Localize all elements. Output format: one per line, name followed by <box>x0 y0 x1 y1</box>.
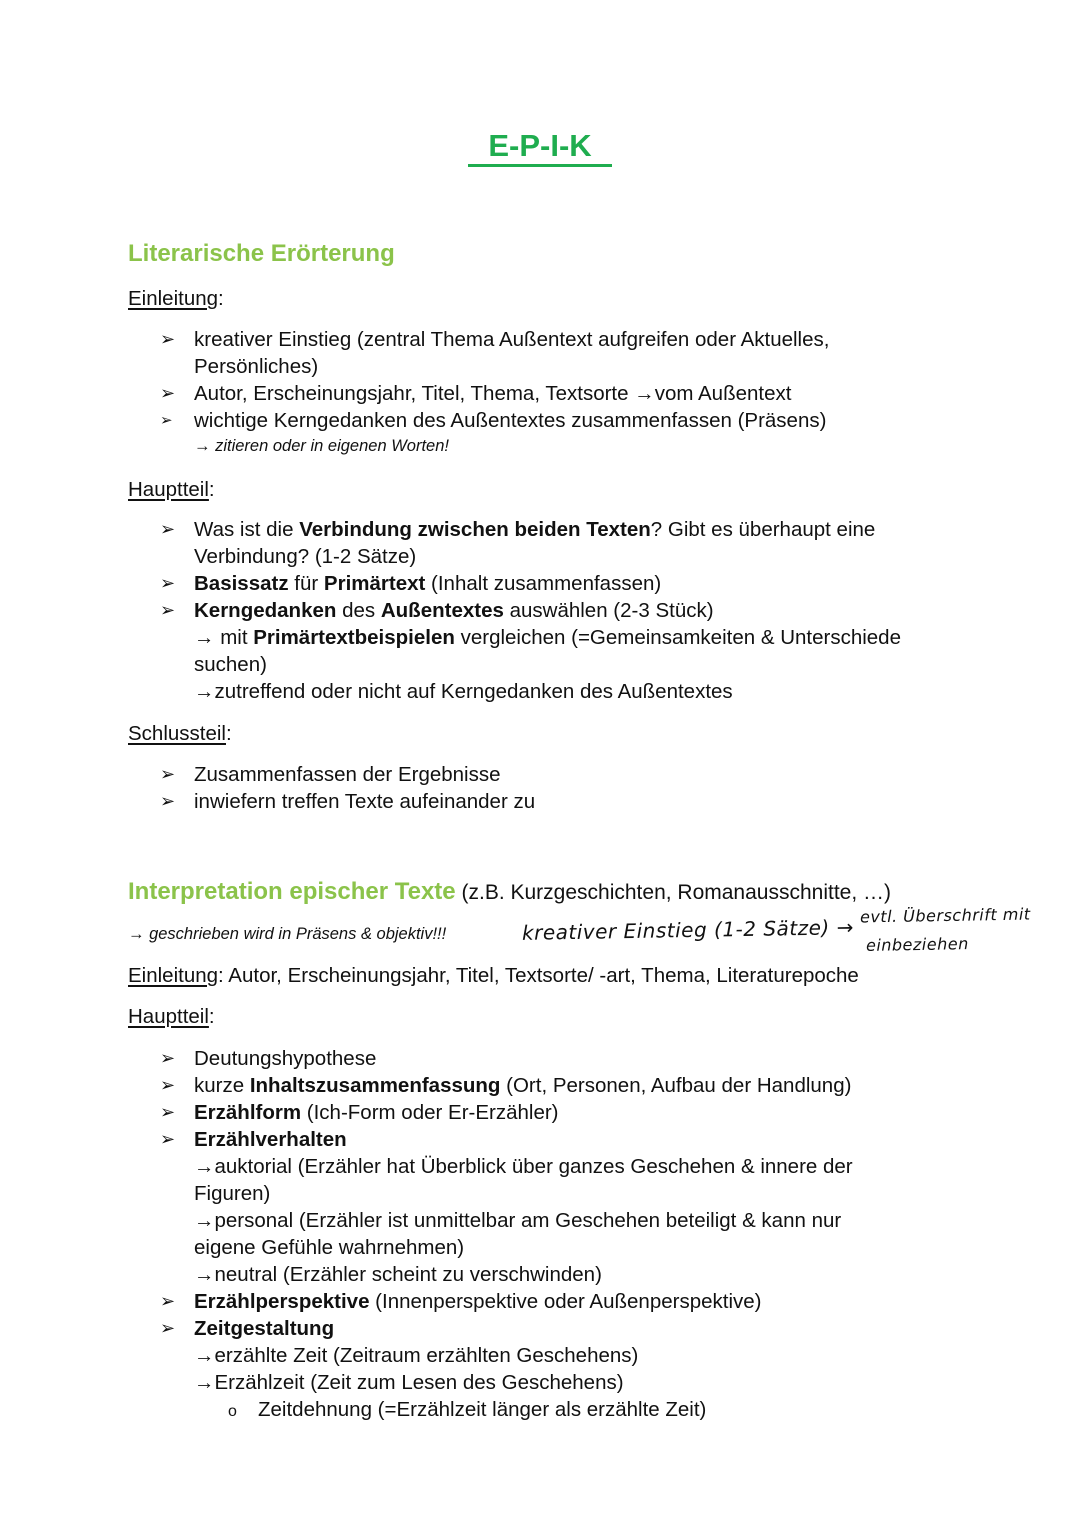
arrowhead-bullet-icon: ➢ <box>160 1102 176 1122</box>
list-item: kurze Inhaltszusammenfassung (Ort, Personen, Aufbau der Handlung) <box>194 1074 852 1097</box>
arrowhead-bullet-icon: ➢ <box>160 329 176 349</box>
note-praesens: → geschrieben wird in Präsens & objektiv!!! <box>128 925 447 943</box>
handwritten-note: evtl. Überschrift mit <box>859 904 1031 927</box>
label-hauptteil: Hauptteil: <box>128 478 215 501</box>
section-heading-eroerterung: Literarische Erörterung <box>128 240 395 267</box>
circle-bullet-icon: o <box>228 1403 237 1420</box>
handwritten-note: kreativer Einstieg (1-2 Sätze) → <box>521 915 855 945</box>
list-item: Deutungshypothese <box>194 1047 377 1070</box>
arrowhead-bullet-icon: ➢ <box>160 1048 176 1068</box>
arrowhead-bullet-icon: ➢ <box>160 519 176 539</box>
list-item: Erzählperspektive (Innenperspektive oder Außenperspektive) <box>194 1290 762 1313</box>
list-item: Zeitgestaltung <box>194 1317 335 1340</box>
sub-item-continuation: Figuren) <box>194 1182 271 1205</box>
note-zitieren: → zitieren oder in eigenen Worten! <box>194 437 449 455</box>
list-item: Zusammenfassen der Ergebnisse <box>194 763 501 786</box>
label-einleitung: Einleitung: <box>128 287 224 310</box>
label-einleitung-2: Einleitung: Autor, Erscheinungsjahr, Titel, Textsorte/ -art, Thema, Literaturepoche <box>128 964 859 987</box>
arrowhead-bullet-icon: ➢ <box>160 1075 176 1095</box>
label-hauptteil-2: Hauptteil: <box>128 1005 215 1028</box>
list-item: Basissatz für Primärtext (Inhalt zusammenfassen) <box>194 572 662 595</box>
handwritten-note: einbeziehen <box>865 934 969 955</box>
list-item: Erzählverhalten <box>194 1128 347 1151</box>
sub-item: →personal (Erzähler ist unmittelbar am Geschehen beteiligt & kann nur <box>194 1209 842 1232</box>
sub-item-continuation: eigene Gefühle wahrnehmen) <box>194 1236 465 1259</box>
sub-item: →auktorial (Erzähler hat Überblick über ganzes Geschehen & innere der <box>194 1155 853 1178</box>
sub-item: →neutral (Erzähler scheint zu verschwinden) <box>194 1263 602 1286</box>
sub-item: →Erzählzeit (Zeit zum Lesen des Geschehens) <box>194 1371 624 1394</box>
list-item: inwiefern treffen Texte aufeinander zu <box>194 790 536 813</box>
sub-item: →zutreffend oder nicht auf Kerngedanken des Außentextes <box>194 680 733 703</box>
arrowhead-bullet-icon: ➢ <box>160 1129 176 1149</box>
list-item: wichtige Kerngedanken des Außentextes zusammenfassen (Präsens) <box>194 409 827 432</box>
list-item: Autor, Erscheinungsjahr, Titel, Thema, Textsorte →vom Außentext <box>194 382 792 405</box>
page-title-text: E-P-I-K <box>468 128 611 167</box>
arrowhead-bullet-icon: ➢ <box>160 791 176 811</box>
list-item: Was ist die Verbindung zwischen beiden Texten? Gibt es überhaupt eine <box>194 518 876 541</box>
page-title <box>0 128 1080 167</box>
label-schlussteil: Schlussteil: <box>128 722 232 745</box>
list-item: kreativer Einstieg (zentral Thema Außentext aufgreifen oder Aktuelles, <box>194 328 830 351</box>
list-item: Erzählform (Ich-Form oder Er-Erzähler) <box>194 1101 559 1124</box>
list-item-continuation: Persönliches) <box>194 355 319 378</box>
sub-sub-item: Zeitdehnung (=Erzählzeit länger als erzählte Zeit) <box>258 1398 707 1421</box>
sub-item-continuation: suchen) <box>194 653 267 676</box>
section-heading-interpretation: Interpretation epischer Texte (z.B. Kurzgeschichten, Romanausschnitte, …) <box>128 878 892 905</box>
arrowhead-bullet-icon: ➢ <box>160 764 176 784</box>
list-item-continuation: Verbindung? (1-2 Sätze) <box>194 545 417 568</box>
arrowhead-bullet-icon: ➢ <box>160 573 176 593</box>
sub-item: → mit Primärtextbeispielen vergleichen (=Gemeinsamkeiten & Unterschiede <box>194 626 901 649</box>
arrowhead-bullet-icon: ➢ <box>160 412 173 429</box>
sub-item: →erzählte Zeit (Zeitraum erzählten Geschehens) <box>194 1344 639 1367</box>
arrowhead-bullet-icon: ➢ <box>160 1318 176 1338</box>
arrowhead-bullet-icon: ➢ <box>160 600 176 620</box>
arrowhead-bullet-icon: ➢ <box>160 383 176 403</box>
arrowhead-bullet-icon: ➢ <box>160 1291 176 1311</box>
list-item: Kerngedanken des Außentextes auswählen (2-3 Stück) <box>194 599 714 622</box>
